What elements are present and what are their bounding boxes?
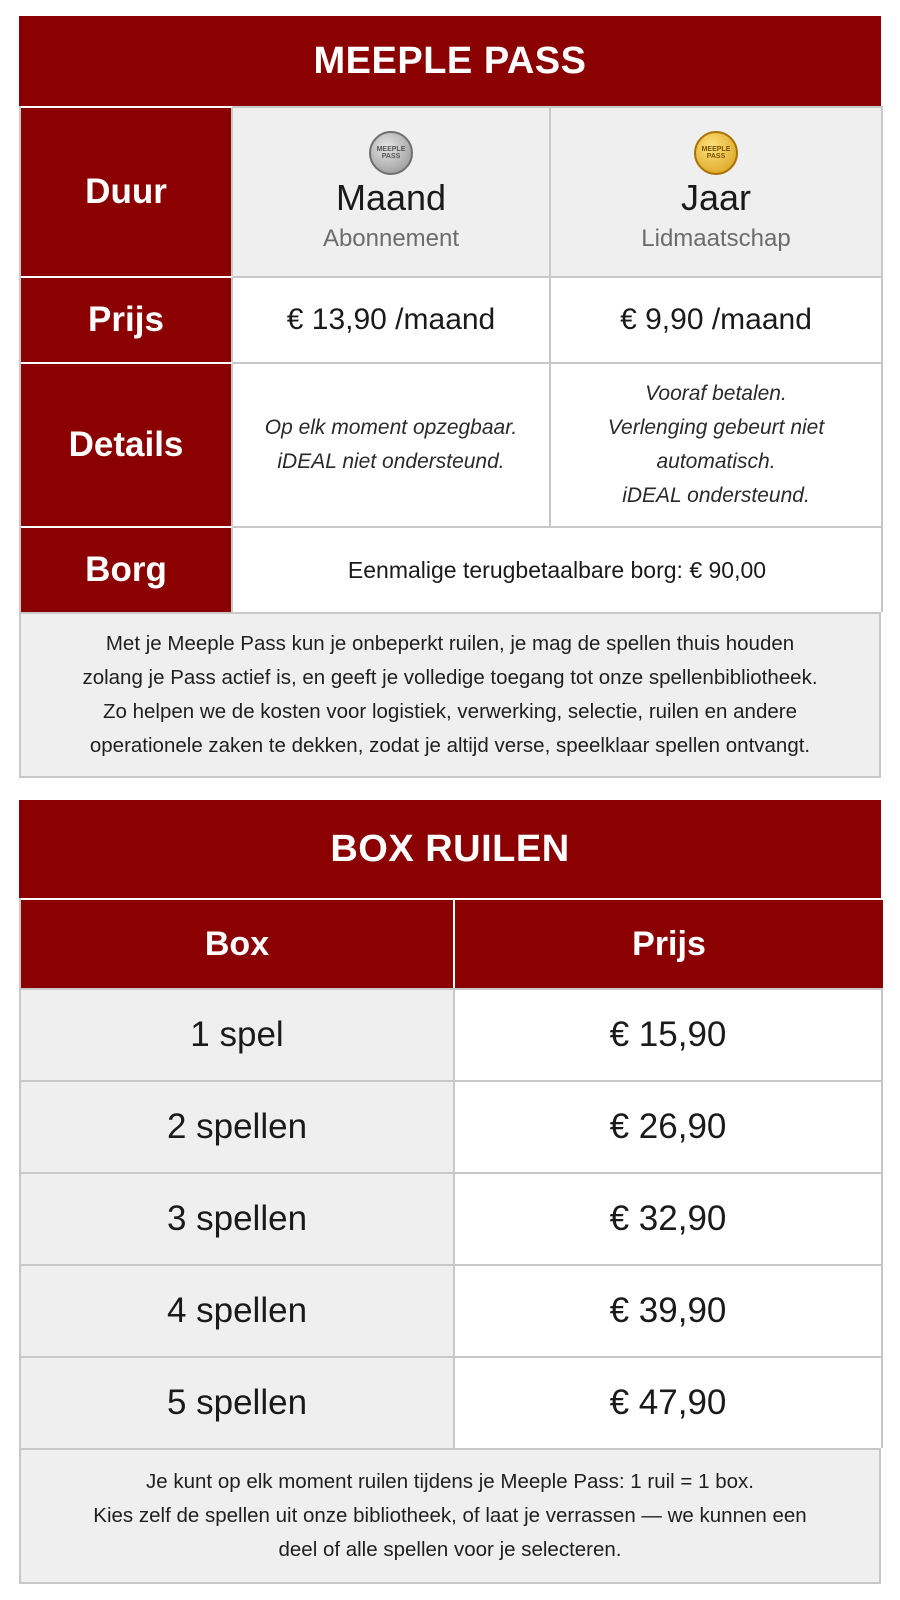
box-count-cell: 5 spellen (21, 1356, 455, 1448)
price-column-header: Prijs (455, 898, 883, 988)
box-count-cell: 3 spellen (21, 1172, 455, 1264)
detail-line: iDEAL niet ondersteund. (277, 450, 505, 473)
plan-year-header (551, 106, 883, 276)
box-count-cell: 4 spellen (21, 1264, 455, 1356)
box-count-cell: 1 spel (21, 988, 455, 1080)
note-line: Kies zelf de spellen uit onze bibliotheek, of laat je verrassen — we kunnen een (93, 1504, 807, 1527)
meeple-pass-note (19, 614, 881, 778)
coin-text: MEEPLE PASS (701, 146, 731, 160)
plan-month-subtitle: Abonnement (322, 225, 460, 252)
meeple-silver-coin-icon (369, 131, 413, 175)
row-label-prijs: Prijs (21, 276, 233, 362)
box-column-header: Box (21, 898, 455, 988)
coin-text: MEEPLE PASS (376, 146, 406, 160)
plan-month-details (233, 362, 551, 526)
note-line: operationele zaken te dekken, zodat je altijd verse, speelklaar spellen ontvangt. (89, 734, 811, 757)
box-price-cell: € 26,90 (455, 1080, 883, 1172)
meeple-pass-grid (19, 106, 881, 614)
note-line: Met je Meeple Pass kun je onbeperkt ruilen, je mag de spellen thuis houden (105, 632, 795, 655)
box-price-cell: € 39,90 (455, 1264, 883, 1356)
plan-year-name: Jaar (680, 177, 752, 218)
detail-line: Verlenging gebeurt niet (607, 416, 825, 439)
plan-month-name: Maand (335, 177, 447, 218)
box-count-cell: 2 spellen (21, 1080, 455, 1172)
meeple-gold-coin-icon (694, 131, 738, 175)
note-line: Je kunt op elk moment ruilen tijdens je Meeple Pass: 1 ruil = 1 box. (146, 1470, 754, 1493)
detail-line: automatisch. (656, 450, 776, 473)
note-line: Zo helpen we de kosten voor logistiek, verwerking, selectie, ruilen en andere (103, 700, 797, 723)
detail-line: Op elk moment opzegbaar. (264, 416, 518, 439)
plan-year-details (551, 362, 883, 526)
box-ruilen-title: BOX RUILEN (19, 800, 881, 898)
note-line: deel of alle spellen voor je selecteren. (278, 1538, 622, 1561)
plan-month-price: € 13,90 /maand (233, 276, 551, 362)
box-ruilen-note (19, 1448, 881, 1584)
row-label-details: Details (21, 362, 233, 526)
plan-year-subtitle: Lidmaatschap (641, 225, 791, 252)
detail-line: iDEAL ondersteund. (622, 484, 810, 507)
deposit-text: Eenmalige terugbetaalbare borg: € 90,00 (233, 526, 883, 612)
box-price-cell: € 47,90 (455, 1356, 883, 1448)
box-price-cell: € 15,90 (455, 988, 883, 1080)
row-label-duur: Duur (21, 106, 233, 276)
plan-year-price: € 9,90 /maand (551, 276, 883, 362)
plan-month-header (233, 106, 551, 276)
meeple-pass-table (19, 16, 881, 778)
box-price-cell: € 32,90 (455, 1172, 883, 1264)
row-label-borg: Borg (21, 526, 233, 612)
box-ruilen-table (19, 800, 881, 1584)
note-line: zolang je Pass actief is, en geeft je volledige toegang tot onze spellenbibliotheek. (82, 666, 818, 689)
detail-line: Vooraf betalen. (645, 382, 787, 405)
meeple-pass-title: MEEPLE PASS (19, 16, 881, 106)
box-price-grid (19, 898, 881, 1448)
